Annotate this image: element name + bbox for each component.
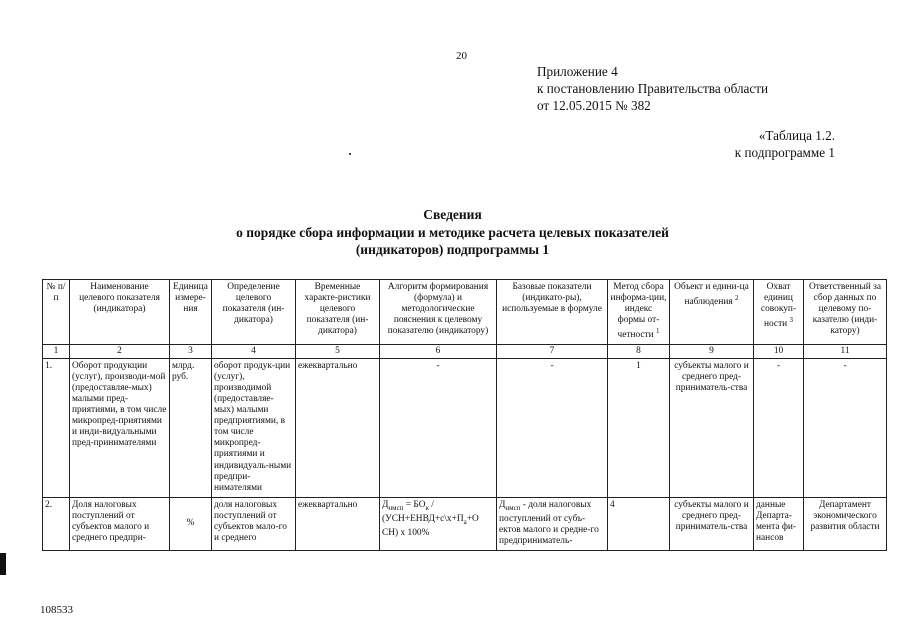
base-text: - доля налоговых поступлений от субъ-ектов малого и средне-го предприниматель- xyxy=(499,499,599,546)
coverage: - xyxy=(754,358,804,497)
header-cell-10 xyxy=(754,280,804,345)
table-row xyxy=(43,497,887,550)
responsible: - xyxy=(804,358,887,497)
formula-end: +О СН) x 100% xyxy=(382,513,479,538)
formula-rest: / (УСН+ЕНВД+с\х+П xyxy=(382,499,464,524)
indicator-name: Оборот продукции (услуг), производи-мой (предоставляе-мых) малыми пред-приятиями, в том числе микропред-приятиями и инди-видуальными пред-принимателями xyxy=(70,358,170,497)
document-id: 108533 xyxy=(40,604,73,616)
column-number: 10 xyxy=(754,344,804,358)
row-number: 2. xyxy=(43,497,70,550)
column-number: 7 xyxy=(497,344,608,358)
indicator-name: Доля налоговых поступлений от субъектов малого и среднего предпри- xyxy=(70,497,170,550)
base-indicators xyxy=(497,497,608,550)
document-title xyxy=(0,206,905,259)
header-cell-3: Единица измере-ния xyxy=(170,280,212,345)
formula-sub: к xyxy=(425,503,429,512)
formula-symbol: Д xyxy=(382,499,389,510)
header-cell-4: Определение целевого показателя (ин-дикатора) xyxy=(212,280,296,345)
time-characteristics: ежеквартально xyxy=(296,358,380,497)
table-ref-line-2: к подпрограмме 1 xyxy=(734,145,835,160)
header-cell-5: Временные характе-ристики целевого показателя (ин-дикатора) xyxy=(296,280,380,345)
header-row xyxy=(43,280,887,345)
column-number: 6 xyxy=(380,344,497,358)
page-number: 20 xyxy=(456,50,467,62)
definition: оборот продук-ции (услуг), производимой (предоставляе-мых) малыми предприятиями, в том числе микропред-приятиями и индивидуаль-ными предпри-нимателями xyxy=(212,358,296,497)
unit: % xyxy=(170,497,212,550)
collection-method: 1 xyxy=(608,358,670,497)
indicators-table xyxy=(42,279,887,551)
footnote-3: 3 xyxy=(789,316,794,325)
annex-block xyxy=(537,63,768,114)
header-cell-2: Наименование целевого показателя (индикатора) xyxy=(70,280,170,345)
base-indicators: - xyxy=(497,358,608,497)
time-characteristics: ежеквартально xyxy=(296,497,380,550)
column-number: 3 xyxy=(170,344,212,358)
annex-line-2: к постановлению Правительства области xyxy=(537,81,769,96)
footnote-1: 1 xyxy=(656,327,660,336)
formula-sub: а xyxy=(463,517,467,526)
base-sub: нмсп xyxy=(505,503,521,512)
unit: млрд. руб. xyxy=(170,358,212,497)
column-number: 2 xyxy=(70,344,170,358)
table-row xyxy=(43,358,887,497)
column-number-row xyxy=(43,344,887,358)
algorithm: - xyxy=(380,358,497,497)
observation-object: субъекты малого и среднего пред-приниматель-ства xyxy=(670,358,754,497)
scan-edge-mark xyxy=(0,553,6,575)
header-cell-1: № п/п xyxy=(43,280,70,345)
definition: доля налоговых поступлений от субъектов мало-го и среднего xyxy=(212,497,296,550)
column-number: 4 xyxy=(212,344,296,358)
formula-sub: нмсп xyxy=(388,503,404,512)
table-ref-line-1: «Таблица 1.2. xyxy=(758,128,835,143)
column-number: 1 xyxy=(43,344,70,358)
annex-line-1: Приложение 4 xyxy=(537,64,618,79)
header-cell-7: Базовые показатели (индикато-ры), используемые в формуле xyxy=(497,280,608,345)
title-line-2: о порядке сбора информации и методике расчета целевых показателей xyxy=(236,224,669,240)
collection-method: 4 xyxy=(608,497,670,550)
title-line-3: (индикаторов) подпрограммы 1 xyxy=(355,242,550,257)
column-number: 8 xyxy=(608,344,670,358)
algorithm xyxy=(380,497,497,550)
title-line-1: Сведения xyxy=(423,207,482,222)
header-cell-8-text: Метод сбора информа-ции, индекс формы от-четности xyxy=(610,282,667,341)
annex-line-3: от 12.05.2015 № 382 xyxy=(537,98,651,113)
table-reference xyxy=(735,127,835,161)
column-number: 11 xyxy=(804,344,887,358)
column-number: 9 xyxy=(670,344,754,358)
header-cell-8 xyxy=(608,280,670,345)
header-cell-9 xyxy=(670,280,754,345)
coverage: данные Департа-мента фи-нансов xyxy=(754,497,804,550)
header-cell-6: Алгоритм формирования (формула) и методологические пояснения к целевому показателю (индикатору) xyxy=(380,280,497,345)
row-number: 1. xyxy=(43,358,70,497)
header-cell-11: Ответственный за сбор данных по целевому по-казателю (инди-катору) xyxy=(804,280,887,345)
header-cell-9-text: Объект и едини-ца наблюдения xyxy=(674,282,749,308)
header-cell-10-text: Охват единиц совокуп-ности xyxy=(760,282,797,330)
footnote-2: 2 xyxy=(735,294,739,303)
observation-object: субъекты малого и среднего пред-приниматель-ства xyxy=(670,497,754,550)
formula-eq: = БО xyxy=(403,499,426,510)
scan-speck xyxy=(349,153,351,155)
responsible: Департамент экономического развития области xyxy=(804,497,887,550)
base-symbol: Д xyxy=(499,499,506,510)
column-number: 5 xyxy=(296,344,380,358)
